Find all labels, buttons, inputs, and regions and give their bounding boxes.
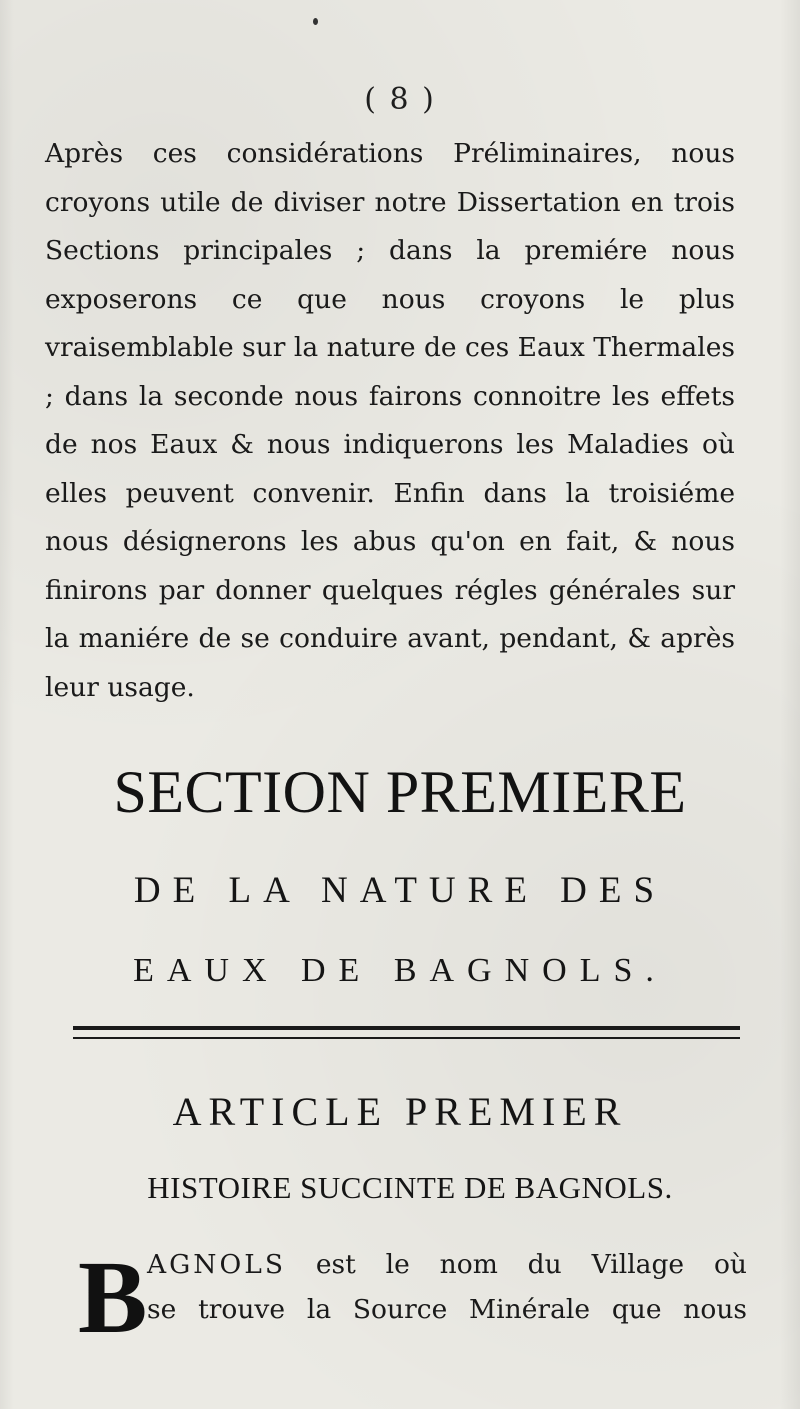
section-subtitle-line-2: EAUX DE BAGNOLS. bbox=[133, 952, 667, 989]
section-subtitle-line-1: DE LA NATURE DES bbox=[133, 870, 667, 911]
small-caps-word: AGNOLS bbox=[147, 1249, 286, 1280]
line-1-text: est le nom du Village où bbox=[315, 1249, 747, 1280]
article-subtitle: HISTOIRE SUCCINTE DE BAGNOLS. bbox=[147, 1170, 673, 1205]
final-paragraph-line-2: se trouve la Source Minérale que nous bbox=[147, 1294, 747, 1325]
ink-speck bbox=[313, 18, 318, 25]
page-number: ( 8 ) bbox=[364, 82, 436, 117]
double-rule-thick bbox=[73, 1026, 740, 1030]
section-title: SECTION PREMIERE bbox=[113, 759, 687, 825]
article-title: ARTICLE PREMIER bbox=[172, 1089, 628, 1134]
drop-cap: B bbox=[78, 1240, 148, 1355]
intro-paragraph: Après ces considérations Préliminaires, nous croyons utile de diviser notre Dissertation en trois Sections principales ; dans la premiére nous exposerons ce que nous croyons le plus vraisemblable sur la nature de ces Eaux Thermales ; dans la seconde nous fairons connoitre les effets de nos Eaux & nous indiquerons les Maladies où elles peuvent convenir. Enfin dans la troisiéme nous désignerons les abus qu'on en fait, & nous finirons par donner quelques régles générales sur la maniére de se conduire avant, pendant, & après leur usage. bbox=[45, 138, 735, 703]
double-rule-thin bbox=[73, 1037, 740, 1039]
final-paragraph-line-1 bbox=[147, 1245, 747, 1285]
